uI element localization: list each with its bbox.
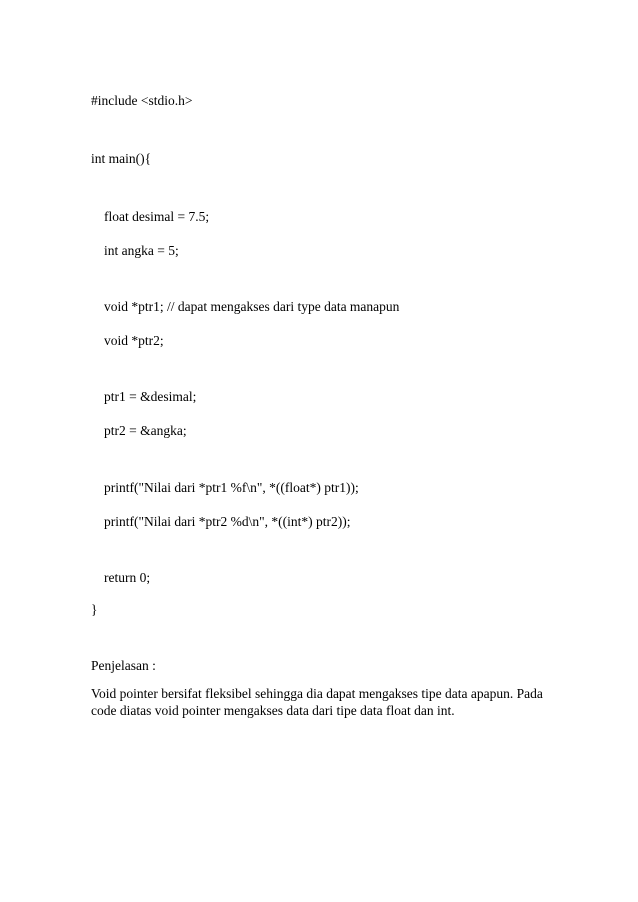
code-printf-ptr2: printf("Nilai dari *ptr2 %d\n", *((int*) ptr2)); [104,514,351,529]
code-closing-brace: } [91,602,98,617]
code-ptr2-assignment: ptr2 = &angka; [104,423,187,438]
code-printf-ptr1: printf("Nilai dari *ptr1 %f\n", *((float*) ptr1)); [104,480,359,495]
code-ptr2-declaration: void *ptr2; [104,333,164,348]
code-ptr1-declaration: void *ptr1; // dapat mengakses dari type data manapun [104,299,400,314]
code-int-declaration: int angka = 5; [104,243,179,258]
explanation-paragraph: Void pointer bersifat fleksibel sehingga dia dapat mengakses tipe data apapun. Pada code diatas void pointer mengakses data dari tipe data float dan int. [91,686,543,718]
code-float-declaration: float desimal = 7.5; [104,209,210,224]
code-ptr1-assignment: ptr1 = &desimal; [104,389,197,404]
code-return-statement: return 0; [104,570,151,585]
code-include-line: #include <stdio.h> [91,93,193,108]
explanation-heading: Penjelasan : [91,658,156,673]
code-main-signature: int main(){ [91,151,152,166]
